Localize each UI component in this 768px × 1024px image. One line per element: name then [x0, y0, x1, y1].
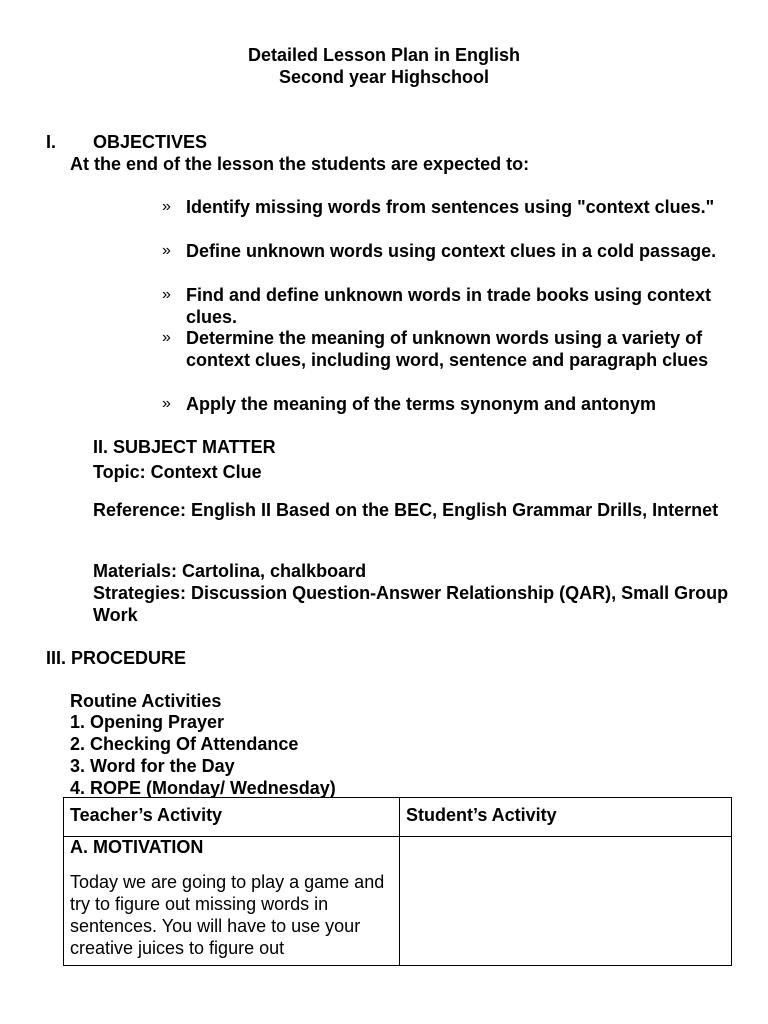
routine-title: Routine Activities	[70, 691, 222, 711]
document-title: Detailed Lesson Plan in English	[247, 45, 521, 65]
bullet-icon: »	[162, 198, 171, 215]
bullet-icon: »	[162, 242, 171, 259]
procedure-heading: III. PROCEDURE	[46, 648, 187, 668]
routine-item: 1. Opening Prayer	[70, 712, 225, 732]
document-subtitle: Second year Highschool	[278, 67, 490, 87]
bullet-icon: »	[162, 395, 171, 412]
reference-line: Reference: English II Based on the BEC, English Grammar Drills, Internet	[93, 500, 719, 520]
student-activity-cell	[400, 837, 732, 966]
routine-item: 3. Word for the Day	[70, 756, 235, 776]
table-header-row	[64, 798, 732, 837]
motivation-text: Today we are going to play a game and try to figure out missing words in sentences. You will have to use your creative juices to figure out	[70, 872, 385, 958]
topic-line: Topic: Context Clue	[93, 462, 262, 482]
objective-text: Find and define unknown words in trade books using context clues.	[186, 285, 712, 327]
bullet-icon: »	[162, 286, 171, 303]
subject-matter-heading: II. SUBJECT MATTER	[93, 437, 276, 457]
strategies-line: Strategies: Discussion Question-Answer Relationship (QAR), Small Group Work	[93, 583, 729, 625]
bullet-icon: »	[162, 329, 171, 346]
motivation-title: A. MOTIVATION	[70, 837, 204, 857]
table-row	[64, 837, 732, 966]
objective-text: Determine the meaning of unknown words using a variety of context clues, including word, sentence and paragraph clues	[186, 328, 709, 370]
objective-text: Define unknown words using context clues in a cold passage.	[186, 241, 717, 261]
objective-text: Identify missing words from sentences using "context clues."	[186, 197, 715, 217]
activity-table	[63, 797, 732, 966]
objectives-numeral: I.	[46, 132, 57, 152]
teacher-activity-header: Teacher’s Activity	[64, 798, 400, 837]
objectives-heading: OBJECTIVES	[93, 132, 208, 152]
objectives-intro: At the end of the lesson the students are expected to:	[70, 154, 530, 174]
routine-item: 2. Checking Of Attendance	[70, 734, 299, 754]
teacher-activity-cell	[64, 837, 400, 966]
routine-item: 4. ROPE (Monday/ Wednesday)	[70, 778, 336, 798]
materials-line: Materials: Cartolina, chalkboard	[93, 561, 367, 581]
student-activity-header: Student’s Activity	[400, 798, 732, 837]
objective-text: Apply the meaning of the terms synonym and antonym	[186, 394, 657, 414]
